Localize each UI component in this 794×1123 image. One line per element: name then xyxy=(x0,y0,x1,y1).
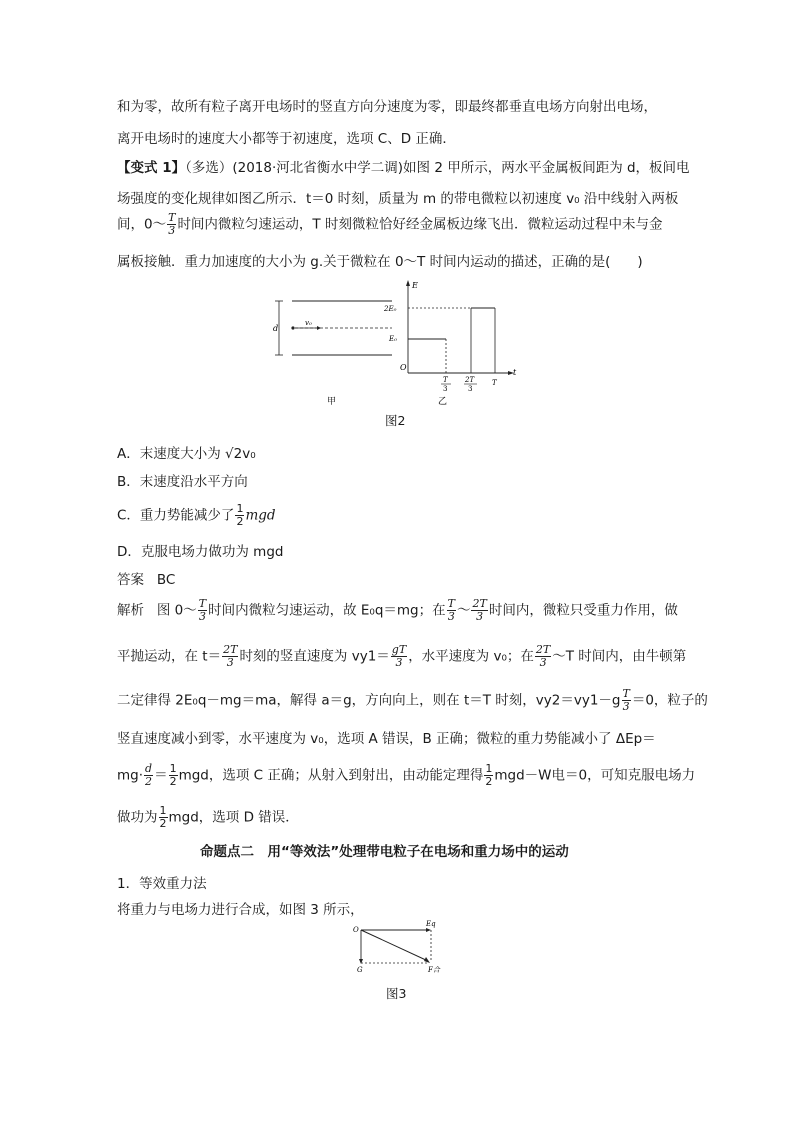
e-axis-label: E xyxy=(412,281,418,290)
problem-line-2: 场强度的变化规律如图乙所示．t＝0 时刻，质量为 m 的带电微粒以初速度 v₀ 沿中线射入两板 xyxy=(117,191,679,207)
answer-line xyxy=(117,568,175,588)
svg-text:3: 3 xyxy=(443,385,448,393)
option-d: D．克服电场力做功为 mgd xyxy=(117,544,284,560)
resultant-force xyxy=(361,930,428,961)
analysis-line-4: 竖直速度减小到零，水平速度为 v₀，选项 A 错误，B 正确；微粒的重力势能减小了 ΔEp＝ xyxy=(117,731,656,747)
svg-text:T: T xyxy=(443,376,448,384)
label-yi: 乙 xyxy=(438,397,448,407)
section-item-1-text: 将重力与电场力进行合成，如图 3 所示， xyxy=(117,902,364,918)
analysis-line-1: 解析 图 0～ $\frac{T}{3}$ 时间内微粒匀速运动，故 E₀q＝mg；在 $\frac{T}{3}$ ～ $\frac{2T}{3}$ 时间内，微粒只受重力作用，做 xyxy=(117,597,678,623)
intro-line-2: 离开电场时的速度大小都等于初速度，选项 C、D 正确． xyxy=(117,131,456,147)
option-b: B．末速度沿水平方向 xyxy=(117,474,248,490)
figure-3-caption: 图3 xyxy=(386,986,407,1001)
fig3-o: O xyxy=(353,926,359,934)
origin-label: O xyxy=(400,363,407,372)
figure-2-caption: 图2 xyxy=(385,413,406,428)
answer-value: BC xyxy=(156,572,176,588)
problem-text-3b: 时间内微粒匀速运动，T 时刻微粒恰好经金属板边缘飞出．微粒运动过程中未与金 xyxy=(177,216,663,233)
section-heading: 命题点二 用“等效法”处理带电粒子在电场和重力场中的运动 xyxy=(200,844,569,860)
problem-text-3a: 间，0～ xyxy=(117,216,167,233)
frac-t-3: $\frac{T}{3}$ xyxy=(168,211,176,237)
d-label: d xyxy=(273,324,279,333)
figure-2 xyxy=(265,278,535,408)
fig3-f: F合 xyxy=(428,966,440,974)
problem-text-1: （多选）(2018·河北省衡水中学二调)如图 2 甲所示，两水平金属板间距为 d，板间电 xyxy=(185,160,690,176)
label-jia: 甲 xyxy=(327,397,337,407)
answer-label: 答案 xyxy=(117,572,144,588)
problem-tag: 【变式 1】 xyxy=(117,160,186,176)
figure-3 xyxy=(348,918,448,978)
option-a: A．末速度大小为 √2v₀ xyxy=(117,446,256,462)
svg-text:3: 3 xyxy=(468,385,473,393)
svg-text:2T: 2T xyxy=(465,376,475,384)
fig3-eq: Eq xyxy=(426,920,436,928)
analysis-line-5: mg· $\frac{d}{2}$ ＝ $\frac{1}{2}$ mgd，选项 C 正确；从射入到射出，由动能定理得 $\frac{1}{2}$ mgd－W电＝0，可知克服电场力 xyxy=(117,762,696,788)
option-c: C．重力势能减少了 $\frac{1}{2}$ mgd xyxy=(117,502,276,528)
t-axis-label: t xyxy=(513,368,517,377)
e2-label: 2E₀ xyxy=(384,305,397,313)
analysis-label: 解析 xyxy=(117,602,144,619)
fig3-g: G xyxy=(357,966,363,974)
problem-line-4: 属板接触．重力加速度的大小为 g.关于微粒在 0～T 时间内运动的描述，正确的是( ) xyxy=(117,254,643,270)
analysis-line-3: 二定律得 2E₀q－mg＝ma，解得 a＝g，方向向上，则在 t＝T 时刻，vy2＝vy1－g $\frac{T}{3}$ ＝0，粒子的 xyxy=(117,687,708,713)
problem-line-1 xyxy=(117,156,690,176)
problem-line-3 xyxy=(117,212,662,237)
analysis-line-2: 平抛运动，在 t＝ $\frac{2T}{3}$ 时刻的竖直速度为 vy1＝ $\frac{gT}{3}$ ，水平速度为 v₀；在 $\frac{2T}{3}$ ～T 时间内，由牛顿第 xyxy=(117,643,687,669)
t3-label: T xyxy=(492,379,497,387)
frac-1-2: $\frac{1}{2}$ xyxy=(236,502,244,528)
e1-label: E₀ xyxy=(389,335,397,343)
v0-label: v₀ xyxy=(305,319,312,327)
section-item-1: 1．等效重力法 xyxy=(117,876,207,892)
intro-line-1: 和为零，故所有粒子离开电场时的竖直方向分速度为零，即最终都垂直电场方向射出电场， xyxy=(117,99,657,115)
particle-dot xyxy=(291,326,294,329)
analysis-line-6: 做功为 $\frac{1}{2}$ mgd，选项 D 错误． xyxy=(117,804,299,830)
